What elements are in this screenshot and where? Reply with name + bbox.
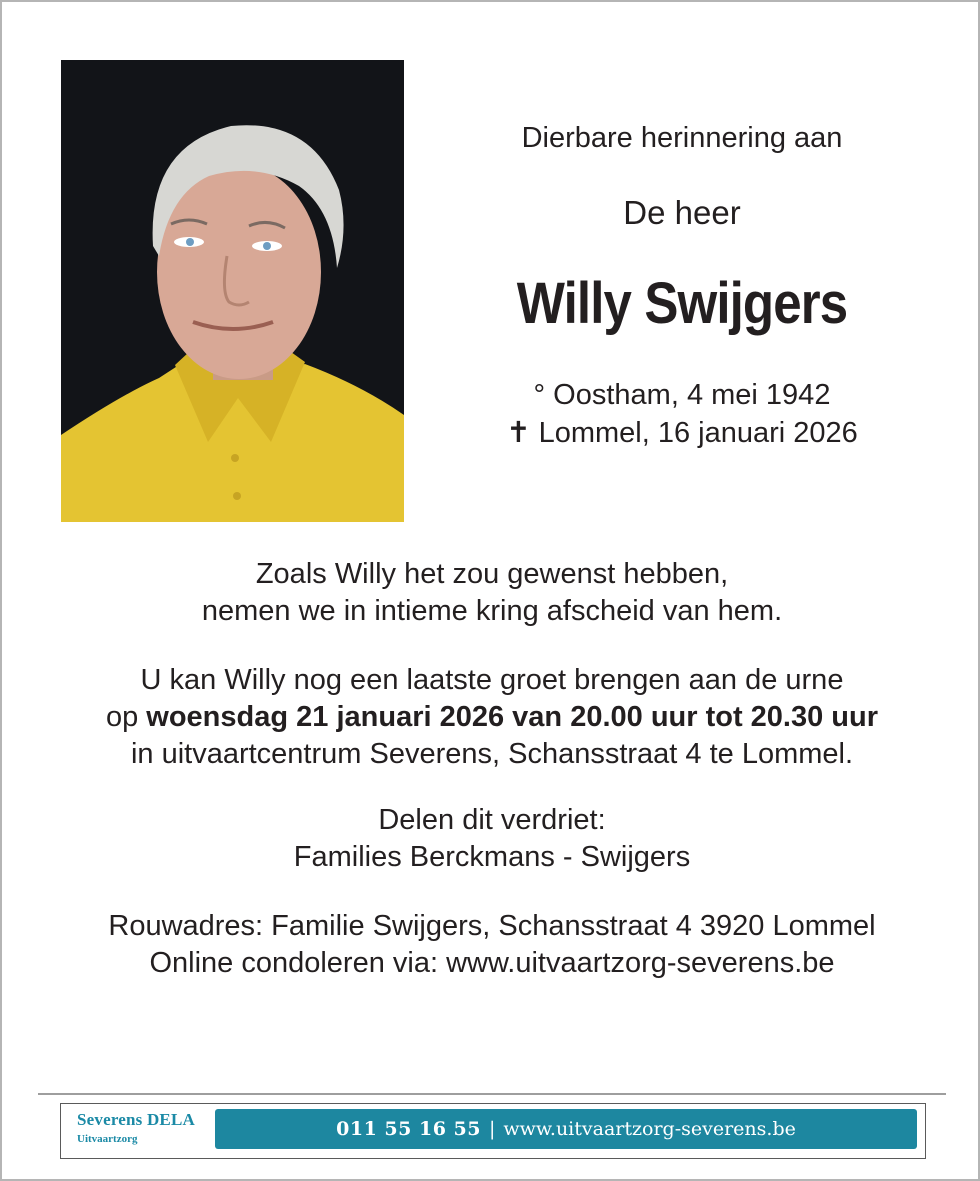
website-link[interactable]: www.uitvaartzorg-severens.be	[503, 1118, 796, 1140]
life-dates	[422, 376, 942, 452]
salutation: De heer	[623, 194, 741, 231]
share-heading: Delen dit verdriet:	[378, 804, 606, 836]
portrait-illustration	[61, 60, 404, 522]
family-paragraph	[2, 802, 980, 876]
phone-number[interactable]: 011 55 16 55	[336, 1118, 481, 1140]
visitation-datetime-line	[2, 699, 980, 736]
condolence-link[interactable]: Online condoleren via: www.uitvaartzorg-severens.be	[149, 947, 835, 979]
portrait-photo	[61, 60, 404, 522]
birth-line: ° Oostham, 4 mei 1942	[533, 379, 831, 411]
logo-subtitle: Uitvaartzorg	[77, 1133, 138, 1145]
contact-paragraph	[2, 908, 980, 982]
severens-dela-logo	[77, 1110, 195, 1145]
farewell-line: Zoals Willy het zou gewenst hebben,	[255, 558, 729, 590]
deceased-name: Willy Swijgers	[516, 271, 848, 336]
contact-separator: |	[488, 1118, 496, 1140]
divider	[38, 1093, 946, 1095]
contact-bar	[215, 1109, 917, 1149]
death-line: ✝ Lommel, 16 januari 2026	[506, 417, 858, 449]
intro-text: Dierbare herinnering aan	[521, 122, 843, 154]
logo-name: Severens DELA	[77, 1110, 195, 1129]
visitation-location: in uitvaartcentrum Severens, Schansstraat 4 te Lommel.	[130, 738, 854, 770]
footer-banner	[60, 1103, 926, 1159]
farewell-line: nemen we in intieme kring afscheid van hem.	[201, 595, 783, 627]
visitation-prefix: op	[105, 701, 147, 733]
family-names: Families Berckmans - Swijgers	[293, 841, 691, 873]
farewell-paragraph	[2, 556, 980, 630]
visitation-paragraph	[2, 662, 980, 773]
visitation-line: U kan Willy nog een laatste groet brengen aan de urne	[140, 664, 844, 696]
mourning-address: Rouwadres: Familie Swijgers, Schansstraat 4 3920 Lommel	[108, 910, 876, 942]
visitation-datetime: woensdag 21 januari 2026 van 20.00 uur tot 20.30 uur	[146, 701, 879, 733]
